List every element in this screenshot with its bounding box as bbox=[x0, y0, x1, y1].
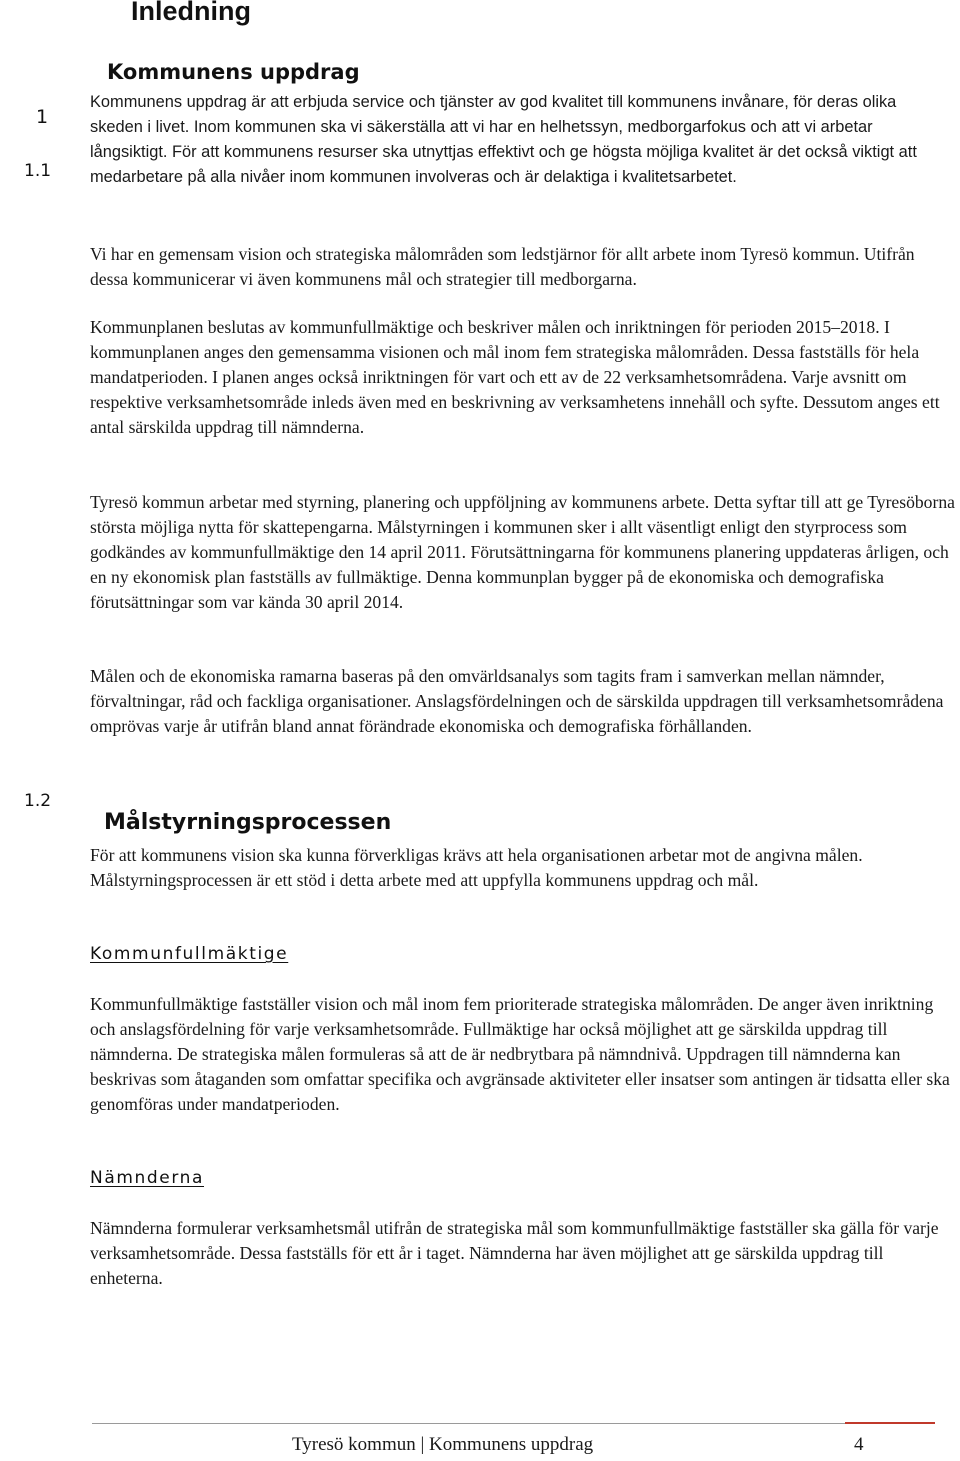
styrning-paragraph: Tyresö kommun arbetar med styrning, planering och uppföljning av kommunens arbete. Detta syftar till att ge Tyresöborna största möjliga nytta för skattepengarna. Målstyrningen i kommunen sker i allt väsentligt enligt den styrprocess som godkändes av kommunfullmäktige den 14 april 2011. Förutsättningarna för kommunens planering uppdateras årligen, och en ny ekonomisk plan fastställs av fullmäktige. Denna kommunplan bygger på de ekonomiska och demografiska förutsättningar som var kända 30 april 2014. bbox=[90, 492, 955, 612]
section-heading-malstyrningsprocessen: Målstyrningsprocessen bbox=[104, 810, 392, 835]
vision-paragraph: Vi har en gemensam vision och strategiska målområden som ledstjärnor för allt arbete inom Tyresö kommun. Utifrån dessa kommunicerar vi även kommunens mål och strategier till medborgarna. bbox=[90, 244, 915, 289]
section-number-1-2: 1.2 bbox=[24, 791, 52, 811]
kommunfullmaktige-paragraph: Kommunfullmäktige fastställer vision och mål inom fem prioriterade strategiska målområden. De anger även inriktning och anslagsfördelning för varje verksamhetsområde. Fullmäktige har också möjlighet att ge särskilda uppdrag till nämnderna. De strategiska målen formuleras så att de är nedbrytbara på nämndnivå. Uppdragen till nämnderna kan beskrivas som åtaganden som omfattar specifika och avgränsade aktiviteter eller insatser som antingen är tidsatta eller ska genomföras under mandatperioden. bbox=[90, 994, 950, 1114]
chapter-title: Inledning bbox=[131, 0, 251, 26]
omvarldsanalys-paragraph: Målen och de ekonomiska ramarna baseras på den omvärldsanalys som tagits fram i samverkan mellan nämnder, förvaltningar, råd och fackliga organisationer. Anslagsfördelningen och de särskilda uppdragen till verksamhetsområdena omprövas varje år utifrån bland annat förändrade ekonomiska och demografiska förhållanden. bbox=[90, 666, 944, 736]
section-intro-paragraph: Kommunens uppdrag är att erbjuda service och tjänster av god kvalitet till kommunens invånare, för deras olika skeden i livet. Inom kommunen ska vi säkerställa att vi har en helhetssyn, medborgarfokus och att vi arbetar långsiktigt. För att kommunens resurser ska utnyttjas effektivt och ge högsta möjliga kvalitet är det också viktigt att medarbetare på alla nivåer inom kommunen involveras och är delaktiga i kvalitetsarbetet. bbox=[90, 93, 917, 186]
section-number-1-1: 1.1 bbox=[24, 161, 52, 181]
section-heading-kommunens-uppdrag: Kommunens uppdrag bbox=[107, 60, 360, 84]
footer-accent-line bbox=[845, 1422, 935, 1424]
malstyrning-intro-paragraph: För att kommunens vision ska kunna förverkligas krävs att hela organisationen arbetar mot de angivna målen. Målstyrningsprocessen är ett stöd i detta arbete med att uppfylla kommunens uppdrag och mål. bbox=[90, 845, 863, 890]
chapter-number: 1 bbox=[36, 106, 49, 128]
subheading-namnderna: Nämnderna bbox=[90, 1168, 205, 1188]
footer-divider bbox=[92, 1423, 935, 1424]
kommunplan-paragraph: Kommunplanen beslutas av kommunfullmäktige och beskriver målen och inriktningen för perioden 2015–2018. I kommunplanen anges den gemensamma visionen och mål inom fem strategiska målområden. Dessa fastställs för hela mandatperioden. I planen anges också inriktningen för vart och ett av de 22 verksamhetsområdena. Varje avsnitt om respektive verksamhetsområde inleds även med en beskrivning av verksamhetens innehåll och syfte. Dessutom anges ett antal särskilda uppdrag till nämnderna. bbox=[90, 317, 940, 437]
namnderna-paragraph: Nämnderna formulerar verksamhetsmål utifrån de strategiska mål som kommunfullmäktige fastställer ska gälla för varje verksamhetsområde. Dessa fastställs för ett år i taget. Nämnderna har även möjlighet att ge särskilda uppdrag till enheterna. bbox=[90, 1218, 939, 1288]
footer-text: Tyresö kommun | Kommunens uppdrag bbox=[292, 1434, 594, 1455]
subheading-kommunfullmaktige: Kommunfullmäktige bbox=[90, 944, 289, 964]
page-number: 4 bbox=[854, 1434, 864, 1455]
